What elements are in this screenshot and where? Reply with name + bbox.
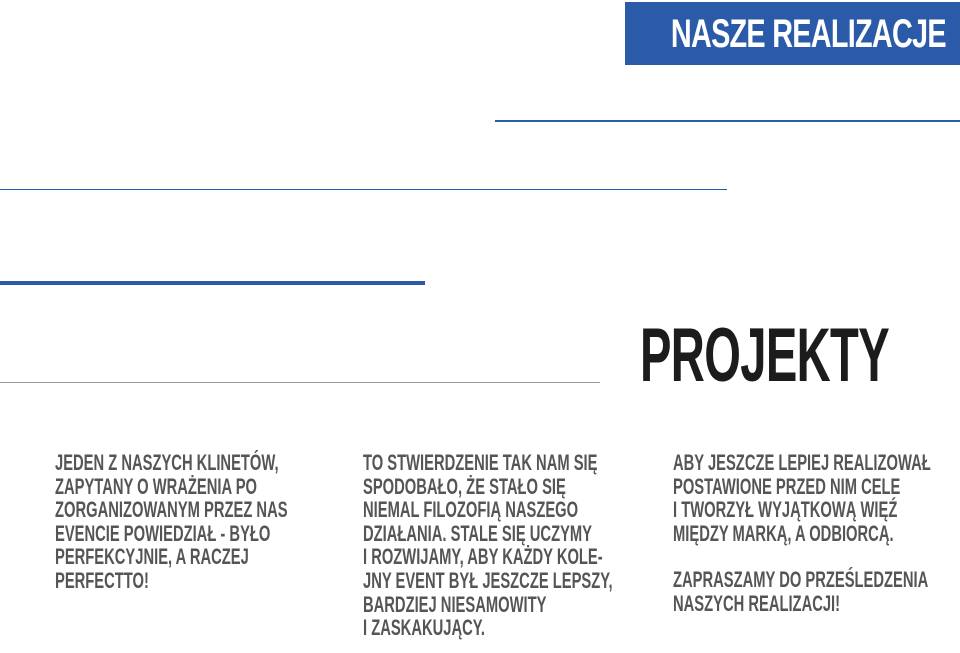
text-line: PERFECTTO! — [55, 567, 149, 593]
text-line: PERFEKCYJNIE, A RACZEJ — [55, 544, 249, 570]
text-line: BARDZIEJ NIESAMOWITY — [363, 591, 547, 617]
text-line: ZORGANIZOWANYM PRZEZ NAS — [55, 497, 288, 523]
text-line: TO STWIERDZENIE TAK NAM SIĘ — [363, 450, 598, 475]
text-line: I TWORZYŁ WYJĄTKOWĄ WIĘŹ — [673, 497, 898, 523]
text-column-1 — [55, 451, 295, 593]
text-line: JEDEN Z NASZYCH KLINETÓW, — [55, 450, 279, 475]
divider-line-gray — [0, 382, 600, 383]
text-line: NIEMAL FILOZOFIĄ NASZEGO — [363, 497, 579, 523]
divider-line — [0, 189, 727, 190]
text-column-2 — [363, 451, 613, 640]
page-title: NASZE REALIZACJE — [671, 12, 946, 56]
text-line: EVENCIE POWIEDZIAŁ - BYŁO — [55, 520, 271, 546]
text-line: MIĘDZY MARKĄ, A ODBIORCĄ. — [673, 520, 894, 546]
text-line: NASZYCH REALIZACJI! — [673, 590, 841, 616]
header-banner — [625, 2, 960, 65]
text-line: ZAPRASZAMY DO PRZEŚLEDZENIA — [673, 567, 929, 593]
text-line: I ZASKAKUJĄCY. — [363, 615, 486, 641]
text-line: DZIAŁANIA. STALE SIĘ UCZYMY — [363, 520, 593, 546]
divider-line — [495, 120, 960, 122]
text-line: ZAPYTANY O WRAŻENIA PO — [55, 473, 258, 499]
text-column-3 — [673, 451, 933, 616]
text-line: ABY JESZCZE LEPIEJ REALIZOWAŁ — [673, 450, 931, 475]
text-line: JNY EVENT BYŁ JESZCZE LEPSZY, — [363, 567, 613, 593]
text-line: POSTAWIONE PRZED NIM CELE — [673, 473, 901, 499]
text-line: I ROZWIJAMY, ABY KAŻDY KOLE- — [363, 544, 603, 570]
text-line: SPODOBAŁO, ŻE STAŁO SIĘ — [363, 473, 566, 499]
divider-line-thick — [0, 281, 425, 285]
section-title: PROJEKTY — [640, 313, 890, 398]
